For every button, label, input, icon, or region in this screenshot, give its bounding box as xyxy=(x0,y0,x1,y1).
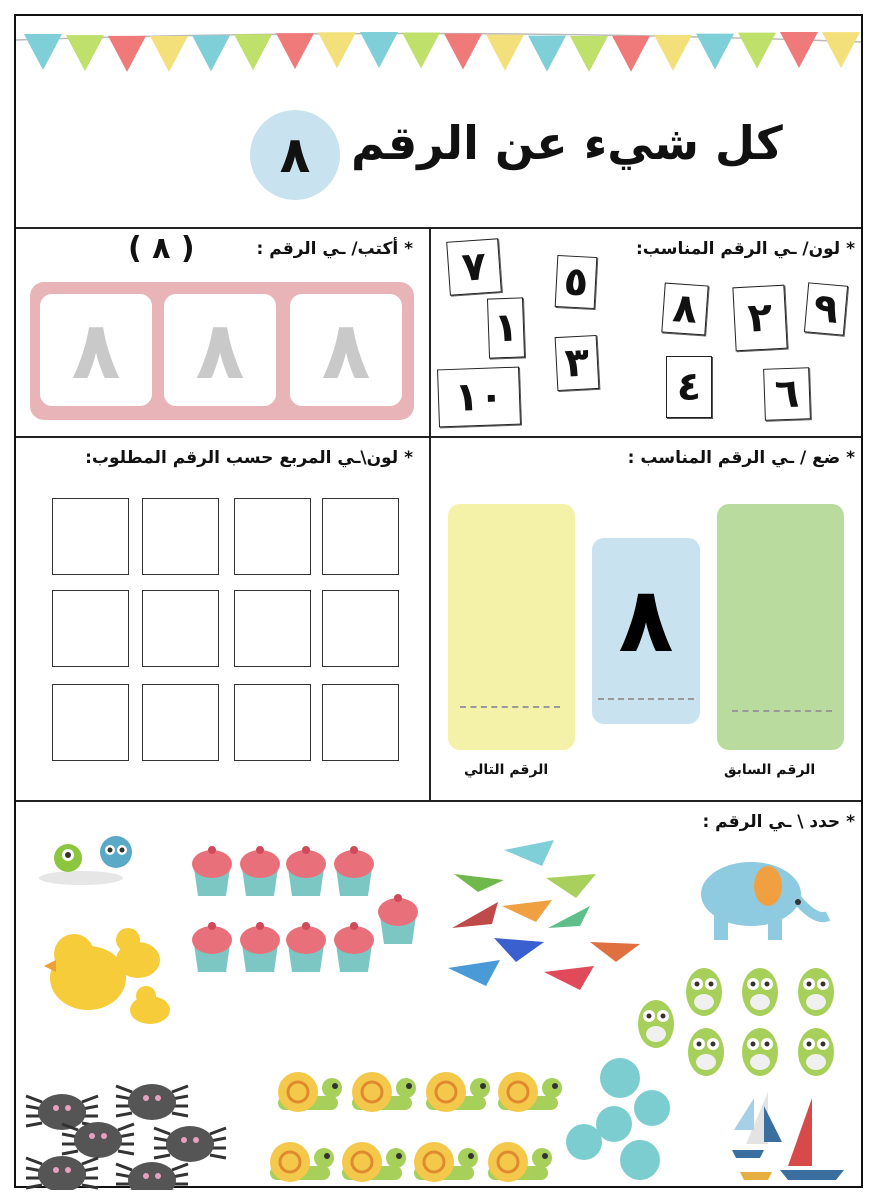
bunting-flag xyxy=(780,32,818,68)
bunting-flag xyxy=(192,35,230,71)
number-card[interactable]: ٣ xyxy=(555,335,600,391)
bunting-flag xyxy=(360,32,398,68)
number-card[interactable]: ٩ xyxy=(804,282,848,335)
spiders-group[interactable] xyxy=(26,1084,226,1190)
color-squares-heading: * لون\ـي المربع حسب الرقم المطلوب: xyxy=(85,448,413,468)
elephant-group[interactable] xyxy=(701,862,828,940)
divider xyxy=(429,227,431,802)
write-target: ( ٨ ) xyxy=(128,231,195,266)
answer-line xyxy=(598,698,694,700)
bunting-flag xyxy=(318,32,356,68)
monsters-group[interactable] xyxy=(39,836,132,885)
answer-line xyxy=(732,710,832,712)
owls-group[interactable] xyxy=(638,968,834,1076)
bunting-flag xyxy=(276,33,314,69)
write-heading: * أكتب/ ـي الرقم : xyxy=(256,239,413,259)
bunting-flag xyxy=(444,33,482,69)
previous-number-column[interactable] xyxy=(717,504,844,750)
number-card[interactable]: ٧ xyxy=(446,238,502,295)
color-square[interactable] xyxy=(234,684,311,761)
divider xyxy=(16,227,861,229)
divider xyxy=(16,436,861,438)
bunting-flag xyxy=(612,36,650,72)
bunting-flag xyxy=(150,36,188,72)
trace-box[interactable]: ٨ xyxy=(290,294,402,406)
paper-planes-group[interactable] xyxy=(448,840,640,990)
number-card[interactable]: ٤ xyxy=(666,356,712,418)
bunting-flag xyxy=(738,33,776,69)
answer-line xyxy=(460,706,560,708)
number-card[interactable]: ١ xyxy=(487,297,525,358)
snails-group[interactable] xyxy=(270,1072,562,1182)
bunting-flag xyxy=(654,35,692,71)
place-heading: * ضع / ـي الرقم المناسب : xyxy=(627,448,855,468)
bunting-flag xyxy=(24,34,62,70)
next-number-label: الرقم التالي xyxy=(464,762,549,778)
circle-heading: * حدد \ ـي الرقم : xyxy=(702,812,855,832)
trace-box[interactable]: ٨ xyxy=(40,294,152,406)
previous-number-label: الرقم السابق xyxy=(724,762,816,778)
bunting-banner xyxy=(16,16,861,106)
center-number: ٨ xyxy=(618,568,674,673)
color-square[interactable] xyxy=(322,684,399,761)
bunting-flag xyxy=(234,34,272,70)
color-square[interactable] xyxy=(234,590,311,667)
color-square[interactable] xyxy=(322,590,399,667)
next-number-column[interactable] xyxy=(448,504,575,750)
color-square[interactable] xyxy=(322,498,399,575)
number-card[interactable]: ٨ xyxy=(661,283,708,336)
color-square[interactable] xyxy=(234,498,311,575)
color-square[interactable] xyxy=(52,590,129,667)
ducks-group[interactable] xyxy=(44,928,170,1024)
number-card[interactable]: ٥ xyxy=(555,255,598,309)
color-square[interactable] xyxy=(142,590,219,667)
number-card[interactable]: ٦ xyxy=(763,367,811,421)
bunting-flag xyxy=(402,32,440,68)
color-square[interactable] xyxy=(52,684,129,761)
number-card[interactable]: ١٠ xyxy=(437,367,521,428)
color-square[interactable] xyxy=(142,498,219,575)
bunting-flag xyxy=(486,35,524,71)
worksheet xyxy=(14,14,863,1188)
counting-pictures xyxy=(16,802,861,1190)
bubbles-group[interactable] xyxy=(566,1058,670,1180)
bunting-flag xyxy=(570,36,608,72)
page-title: كل شيء عن الرقم xyxy=(351,116,783,170)
trace-box[interactable]: ٨ xyxy=(164,294,276,406)
bunting-flag xyxy=(822,32,860,68)
cupcakes-group[interactable] xyxy=(192,846,418,972)
color-square[interactable] xyxy=(142,684,219,761)
bunting-flag xyxy=(108,36,146,72)
number-card[interactable]: ٢ xyxy=(732,285,787,352)
sailboats-group[interactable] xyxy=(732,1092,844,1180)
color-number-heading: * لون/ ـي الرقم المناسب: xyxy=(635,239,855,259)
bunting-flag xyxy=(696,34,734,70)
bunting-flag xyxy=(66,35,104,71)
color-square[interactable] xyxy=(52,498,129,575)
bunting-flag xyxy=(528,36,566,72)
title-number-circle: ٨ xyxy=(250,110,340,200)
